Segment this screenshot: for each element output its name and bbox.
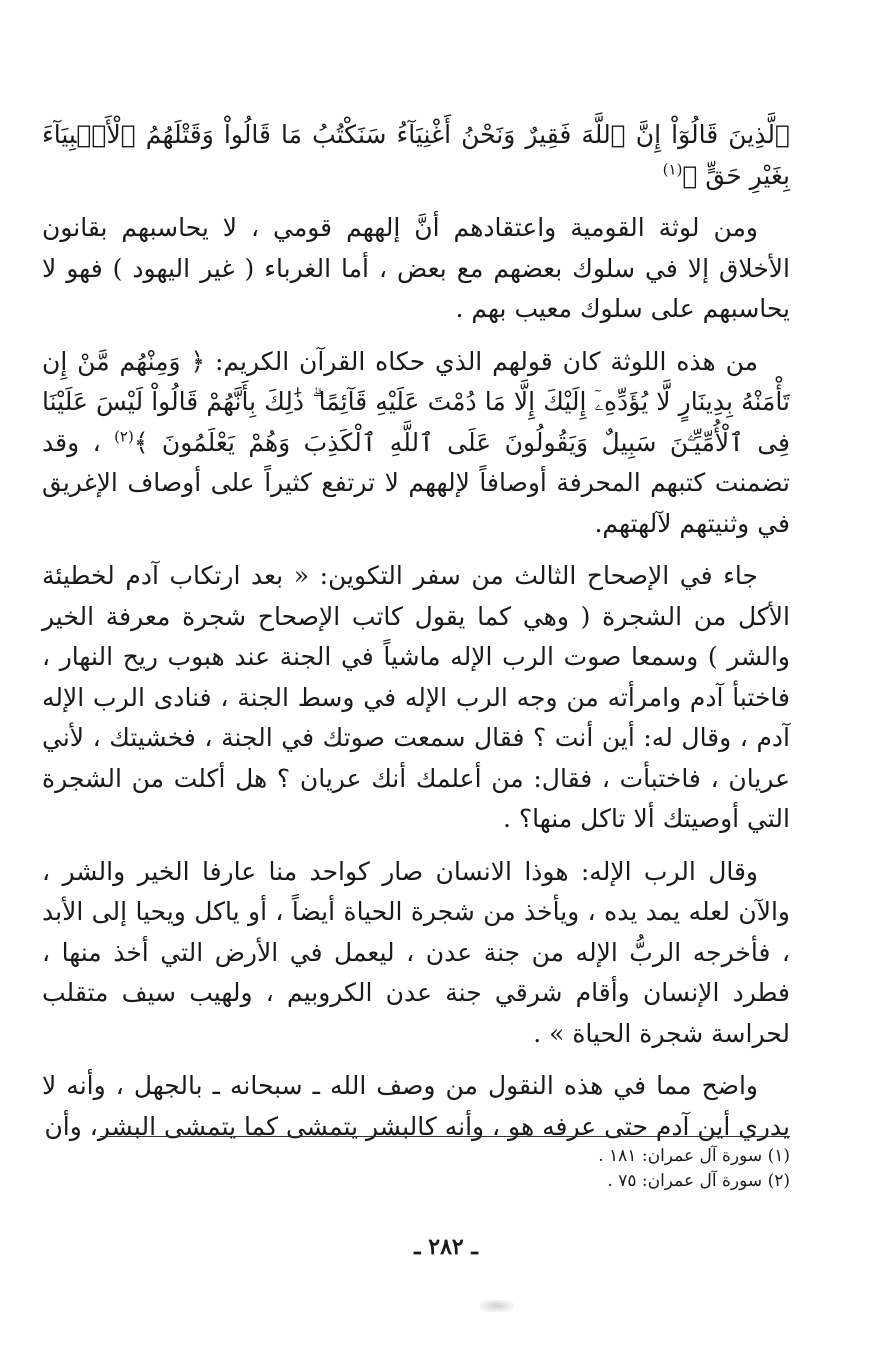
scan-smudge — [480, 1300, 514, 1312]
quran-verse-text: ٱلَّذِينَ قَالُوٓاْ إِنَّ ٱللَّهَ فَقِيرٌ وَنَحْنُ أَغْنِيَآءُ سَنَكْتُبُ مَا قَالُواْ وَقَتْلَهُمُ ٱلْأَنۢبِيَآءَ بِغَيْرِ حَقٍّ ﴾ — [42, 120, 790, 190]
footnote-item: (٢) سورة آل عمران: ٧٥ . — [607, 1171, 790, 1191]
footnote-item: (١) سورة آل عمران: ١٨١ . — [598, 1146, 790, 1166]
paragraph-text-continuation: ، وقد تضمنت كتبهم المحرفة أوصافاً لإلههم لا ترتفع كثيراً على أوصاف الإغريق في وثنيتهم لآلهتهم. — [42, 427, 790, 538]
page-body — [42, 115, 790, 1159]
body-paragraph: ومن لوثة القومية واعتقادهم أنَّ إلههم قومي ، لا يحاسبهم بقانون الأخلاق إلا في سلوك بعضهم مع بعض ، أما الغرباء ( غير اليهود ) فهو لا يحاسبهم على سلوك معيب بهم . — [42, 213, 790, 323]
footnotes — [100, 1144, 790, 1194]
quran-verse-paragraph — [42, 115, 790, 196]
body-paragraph: جاء في الإصحاح الثالث من سفر التكوين: « بعد ارتكاب آدم لخطيئة الأكل من الشجرة ( وهي كما يقول كاتب الإصحاح شجرة معرفة الخير والشر ) وسمعا صوت الرب الإله ماشياً في الجنة عند هبوب ريح النهار ، فاختبأ آدم وامرأته من وجه الرب الإله في وسط الجنة ، فنادى الرب الإله آدم ، وقال له: أين أنت ؟ فقال سمعت صوتك في الجنة ، فخشيتك ، لأني عريان ، فاختبأت ، فقال: من أعلمك أنك عريان ؟ هل أكلت من الشجرة التي أوصيتك ألا تاكل منها؟ . — [42, 561, 790, 833]
paragraph-text-with-verse: من هذه اللوثة كان قولهم الذي حكاه القرآن الكريم: ﴿ وَمِنْهُم مَّنْ إِن تَأْمَنْهُ بِدِينَارٍ لَّا يُؤَدِّهِۦٓ إِلَيْكَ إِلَّا مَا دُمْتَ عَلَيْهِ قَآئِمًا ۗ ذَٰلِكَ بِأَنَّهُمْ قَالُواْ لَيْسَ عَلَيْنَا فِى ٱلْأُمِّيِّـۧنَ سَبِيلٌ وَيَقُولُونَ عَلَى ٱللَّهِ ٱلْكَذِبَ وَهُمْ يَعْلَمُونَ ﴾ — [42, 346, 790, 457]
footnote-reference: (١) — [662, 160, 683, 179]
footnote-reference: (٢) — [114, 427, 134, 446]
body-paragraph: وقال الرب الإله: هوذا الانسان صار كواحد منا عارفا الخير والشر ، والآن لعله يمد يده ، ويأخذ من شجرة الحياة أيضاً ، أو ياكل ويحيا إلى الأبد ، فأخرجه الربُّ الإله من جنة عدن ، ليعمل في الأرض التي أخذ منها ، فطرد الإنسان وأقام شرقي جنة عدن الكروبيم ، ولهيب سيف متقلب لحراسة شجرة الحياة » . — [42, 856, 790, 1048]
footnote-divider — [100, 1136, 790, 1137]
body-paragraph-with-verse — [42, 342, 790, 545]
body-paragraph: واضح مما في هذه النقول من وصف الله ـ سبحانه ـ بالجهل ، وأنه لا يدري أين آدم حتى عرفه هو ، وأنه كالبشر يتمشى كما يتمشى البشر، وأن — [42, 1071, 790, 1141]
page-number: ـ ٢٨٢ ـ — [414, 1234, 478, 1260]
